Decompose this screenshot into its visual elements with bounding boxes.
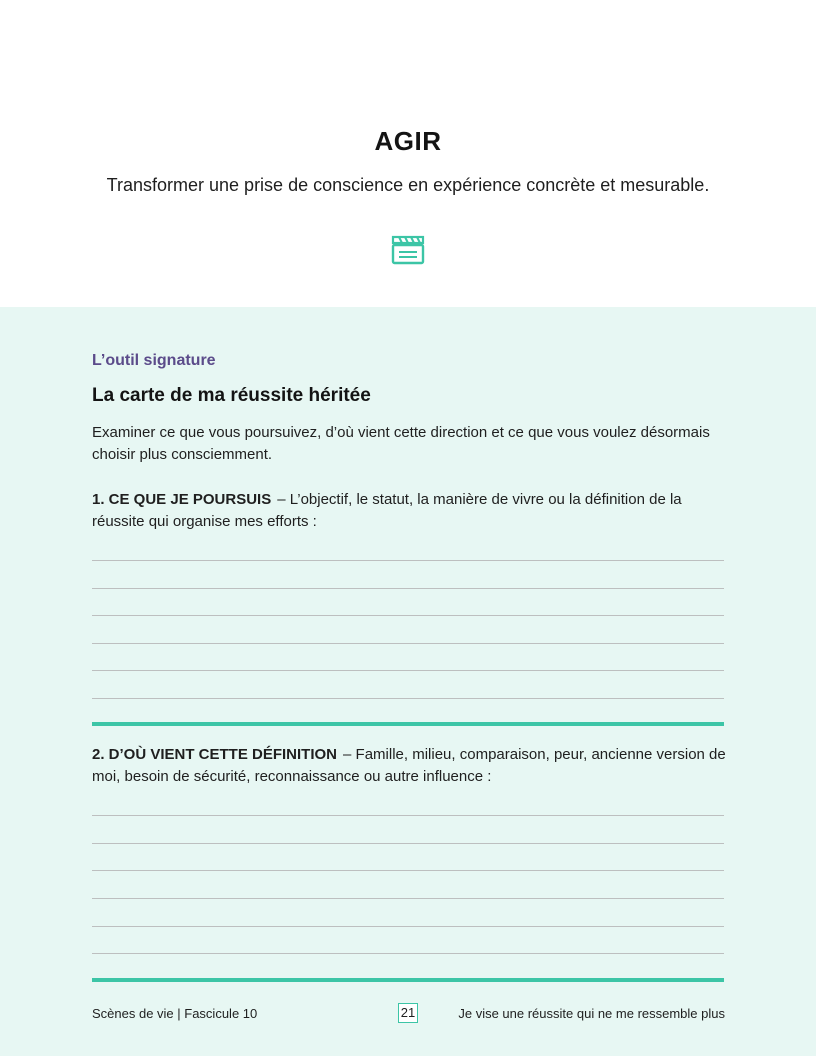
question-1 (92, 489, 732, 533)
tool-intro: Examiner ce que vous poursuivez, d’où vient cette direction et ce que vous voulez désormais choisir plus consciemment. (92, 424, 710, 463)
answer-line[interactable] (92, 698, 724, 699)
answer-line[interactable] (92, 670, 724, 671)
answer-line[interactable] (92, 643, 724, 644)
tool-eyebrow: L’outil signature (92, 352, 216, 369)
answer-line[interactable] (92, 953, 724, 954)
answer-line[interactable] (92, 560, 724, 561)
question-2 (92, 744, 732, 788)
answer-line[interactable] (92, 588, 724, 589)
answer-line[interactable] (92, 926, 724, 927)
answer-line[interactable] (92, 870, 724, 871)
answer-line[interactable] (92, 615, 724, 616)
question-2-text: – Famille, milieu, comparaison, peur, ancienne version de moi, besoin de sécurité, reconnaissance ou autre influence : (92, 746, 726, 785)
answer-line[interactable] (92, 815, 724, 816)
tool-title: La carte de ma réussite héritée (92, 385, 371, 406)
page-subtitle: Transformer une prise de conscience en expérience concrète et mesurable. (106, 175, 710, 195)
footer-chapter: Je vise une réussite qui ne me ressemble plus (458, 1006, 725, 1021)
clapperboard-icon (391, 235, 425, 265)
question-1-lead: 1. CE QUE JE POURSUIS (92, 491, 272, 508)
page-number: 21 (398, 1003, 418, 1023)
footer-series: Scènes de vie | Fascicule 10 (92, 1006, 258, 1021)
question-1-text: – L’objectif, le statut, la manière de vivre ou la définition de la réussite qui organise mes efforts : (92, 491, 682, 530)
answer-line[interactable] (92, 898, 724, 899)
section-divider (92, 978, 724, 982)
page-header (0, 0, 816, 307)
section-divider (92, 722, 724, 726)
answer-line[interactable] (92, 843, 724, 844)
page-title: AGIR (374, 126, 442, 156)
worksheet-panel (0, 307, 816, 1056)
question-2-lead: 2. D’OÙ VIENT CETTE DÉFINITION (92, 746, 338, 763)
